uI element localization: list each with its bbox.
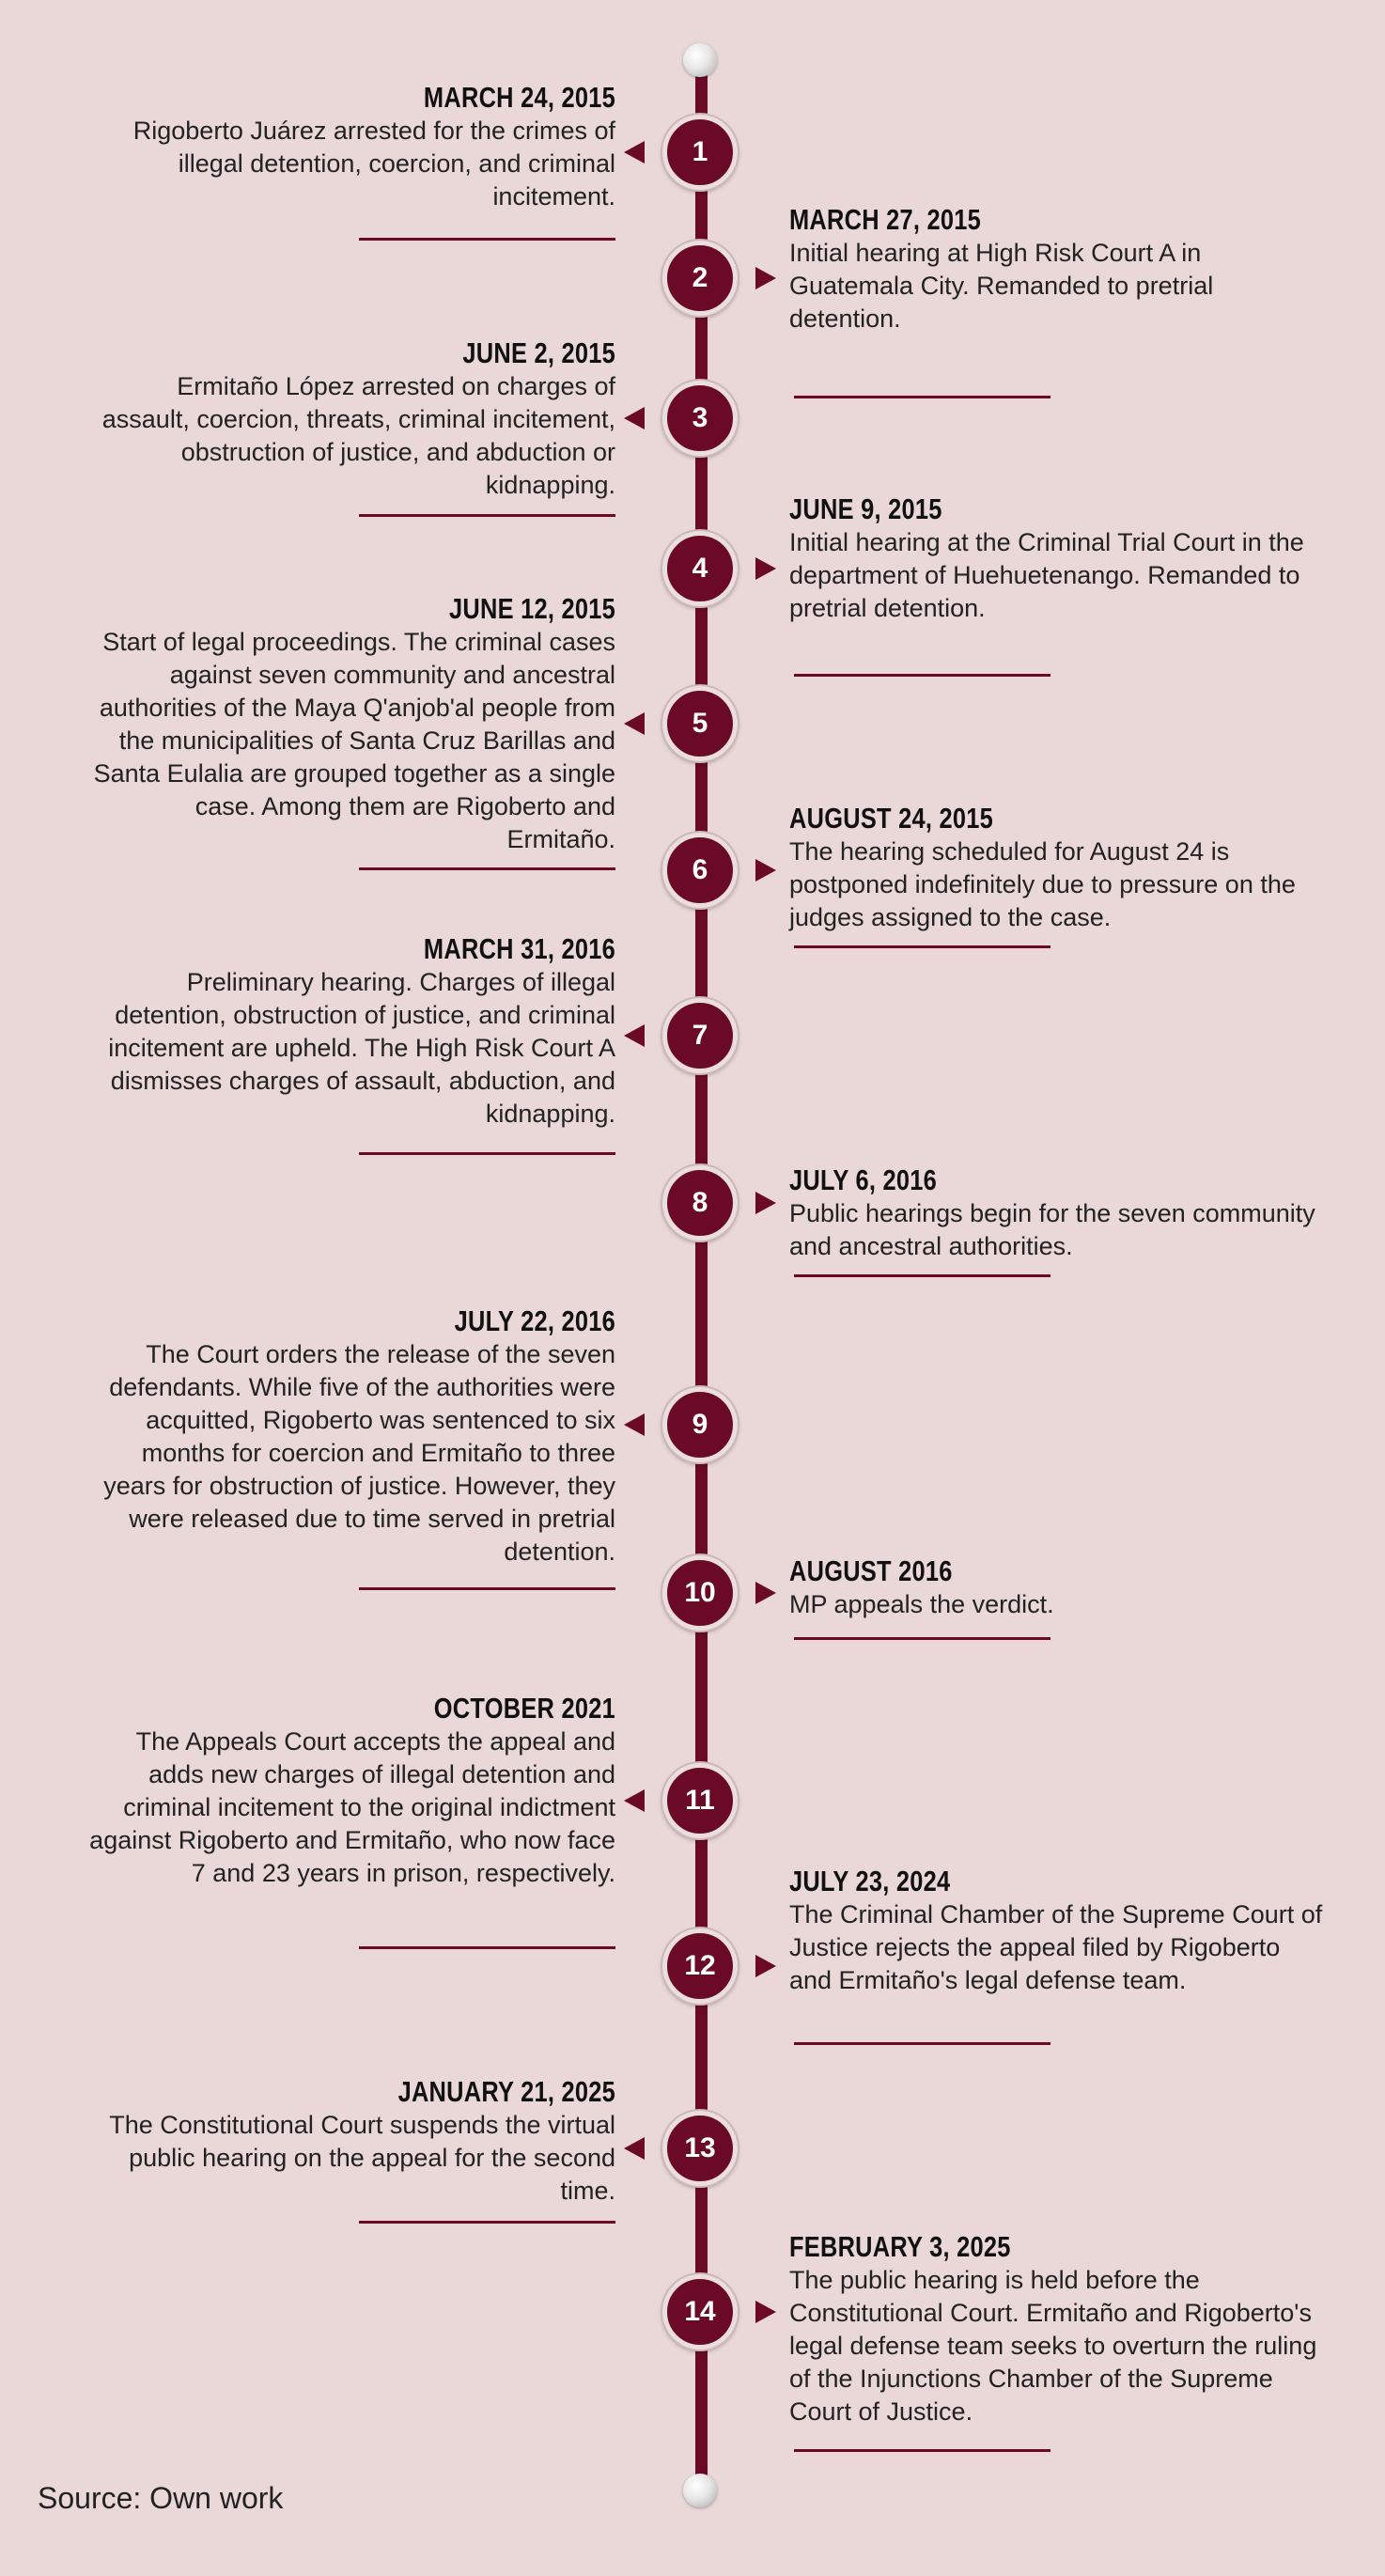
event-date: MARCH 24, 2015 (423, 81, 615, 114)
event-6-underline (794, 945, 1050, 948)
left-arrow-icon (624, 2137, 645, 2160)
event-8-underline (794, 1274, 1050, 1277)
event-date: JUNE 9, 2015 (789, 492, 942, 525)
event-12-marker (662, 1928, 738, 2004)
right-arrow-icon (755, 267, 776, 289)
event-14 (789, 2230, 1325, 2428)
event-10-underline (794, 1637, 1050, 1640)
event-description: The hearing scheduled for August 24 is postponed indefinitely due to pressure on the judges assigned to the case. (789, 837, 1296, 931)
event-1-underline (359, 238, 615, 241)
left-arrow-icon (624, 712, 645, 735)
event-11-underline (359, 1946, 615, 1949)
event-date: JUNE 2, 2015 (462, 336, 615, 369)
right-arrow-icon (755, 1192, 776, 1214)
event-number: 4 (692, 553, 708, 584)
event-5-marker (662, 686, 738, 761)
event-7 (89, 932, 615, 1131)
event-13-marker (662, 2111, 738, 2186)
event-number: 10 (684, 1577, 716, 1608)
right-arrow-icon (755, 2301, 776, 2323)
event-description: Preliminary hearing. Charges of illegal detention, obstruction of justice, and criminal incitement are upheld. The High Risk Court A dismisses charges of assault, abduction, and kidnapping. (108, 968, 615, 1128)
event-description: The Court orders the release of the seven defendants. While five of the authorities were acquitted, Rigoberto was sentenced to six months for coercion and Ermitaño to three years for obstruction of justice. However, they were released due to time served in pretrial detention. (103, 1340, 615, 1566)
left-arrow-icon (624, 1024, 645, 1047)
event-description: The Criminal Chamber of the Supreme Court of Justice rejects the appeal filed by Rigoberto and Ermitaño's legal defense team. (789, 1900, 1323, 1994)
event-date: JULY 23, 2024 (789, 1865, 951, 1897)
event-date: AUGUST 2016 (789, 1554, 953, 1587)
event-14-marker (662, 2274, 738, 2350)
event-10-marker (662, 1555, 738, 1631)
event-date: JULY 6, 2016 (789, 1163, 938, 1196)
event-date: FEBRUARY 3, 2025 (789, 2230, 1011, 2263)
event-number: 14 (684, 2296, 716, 2327)
left-arrow-icon (624, 407, 645, 429)
event-number: 5 (692, 708, 708, 739)
event-6-marker (662, 833, 738, 908)
event-description: Rigoberto Juárez arrested for the crimes of illegal detention, coercion, and criminal incitement. (132, 117, 615, 211)
event-number: 13 (684, 2132, 716, 2163)
right-arrow-icon (755, 557, 776, 580)
event-description: Public hearings begin for the seven community and ancestral authorities. (789, 1199, 1315, 1260)
timeline-end-cap (683, 2474, 717, 2507)
right-arrow-icon (755, 1955, 776, 1977)
right-arrow-icon (755, 859, 776, 882)
event-number: 11 (685, 1785, 715, 1816)
event-number: 12 (684, 1950, 716, 1981)
event-9 (89, 1304, 615, 1569)
event-4-underline (794, 674, 1050, 677)
event-date: JANUARY 21, 2025 (397, 2075, 615, 2108)
event-description: Start of legal proceedings. The criminal cases against seven community and ancestral authorities of the Maya Q'anjob'al people from the municipalities of Santa Cruz Barillas and Santa Eulalia are grouped together as a single case. Among them are Rigoberto and Ermitaño. (93, 628, 615, 853)
event-number: 7 (692, 1020, 708, 1051)
event-3 (89, 336, 615, 502)
event-6 (789, 802, 1325, 934)
event-2-underline (794, 396, 1050, 398)
event-date: OCTOBER 2021 (433, 1692, 615, 1725)
event-4-marker (662, 531, 738, 606)
event-2-marker (662, 241, 738, 316)
event-11-marker (662, 1763, 738, 1838)
event-4 (789, 492, 1325, 625)
event-number: 8 (692, 1187, 708, 1218)
event-number: 1 (692, 136, 708, 167)
event-7-marker (662, 998, 738, 1073)
event-date: MARCH 31, 2016 (423, 932, 615, 965)
event-7-underline (359, 1152, 615, 1155)
event-5-underline (359, 867, 615, 870)
event-description: MP appeals the verdict. (789, 1590, 1054, 1618)
event-number: 3 (692, 402, 708, 433)
event-12 (789, 1865, 1325, 1997)
timeline-start-cap (683, 43, 717, 77)
event-number: 2 (692, 262, 708, 293)
event-description: Initial hearing at the Criminal Trial Court in the department of Huehuetenango. Remanded to pretrial detention. (789, 528, 1304, 622)
event-date: JULY 22, 2016 (454, 1304, 615, 1337)
event-2 (789, 203, 1325, 336)
event-9-underline (359, 1587, 615, 1590)
event-8 (789, 1163, 1325, 1263)
event-description: Initial hearing at High Risk Court A in Guatemala City. Remanded to pretrial detention. (789, 239, 1214, 333)
event-14-underline (794, 2449, 1050, 2452)
event-number: 9 (692, 1409, 708, 1440)
event-13-underline (359, 2221, 615, 2224)
event-description: Ermitaño López arrested on charges of assault, coercion, threats, criminal incitement, obstruction of justice, and abduction or kidnapping. (101, 372, 615, 499)
event-13 (89, 2075, 615, 2208)
event-3-underline (359, 514, 615, 517)
event-12-underline (794, 2042, 1050, 2045)
left-arrow-icon (624, 141, 645, 164)
event-date: MARCH 27, 2015 (789, 203, 982, 236)
event-9-marker (662, 1387, 738, 1462)
event-1 (89, 81, 615, 213)
event-10 (789, 1554, 1325, 1621)
event-11 (89, 1692, 615, 1890)
right-arrow-icon (755, 1582, 776, 1604)
event-description: The Appeals Court accepts the appeal and adds new charges of illegal detention and criminal incitement to the original indictment against Rigoberto and Ermitaño, who now face 7 and 23 years in prison, respectively. (89, 1727, 615, 1887)
event-1-marker (662, 115, 738, 190)
event-8-marker (662, 1165, 738, 1241)
event-description: The Constitutional Court suspends the virtual public hearing on the appeal for the second time. (109, 2111, 615, 2205)
left-arrow-icon (624, 1789, 645, 1812)
event-number: 6 (692, 854, 708, 885)
event-date: JUNE 12, 2015 (448, 592, 615, 625)
event-3-marker (662, 381, 738, 456)
left-arrow-icon (624, 1413, 645, 1436)
source-note: Source: Own work (38, 2481, 284, 2515)
event-description: The public hearing is held before the Constitutional Court. Ermitaño and Rigoberto's legal defense team seeks to overturn the ruling of the Injunctions Chamber of the Supreme Court of Justice. (789, 2266, 1317, 2426)
event-5 (89, 592, 615, 856)
event-date: AUGUST 24, 2015 (789, 802, 994, 835)
